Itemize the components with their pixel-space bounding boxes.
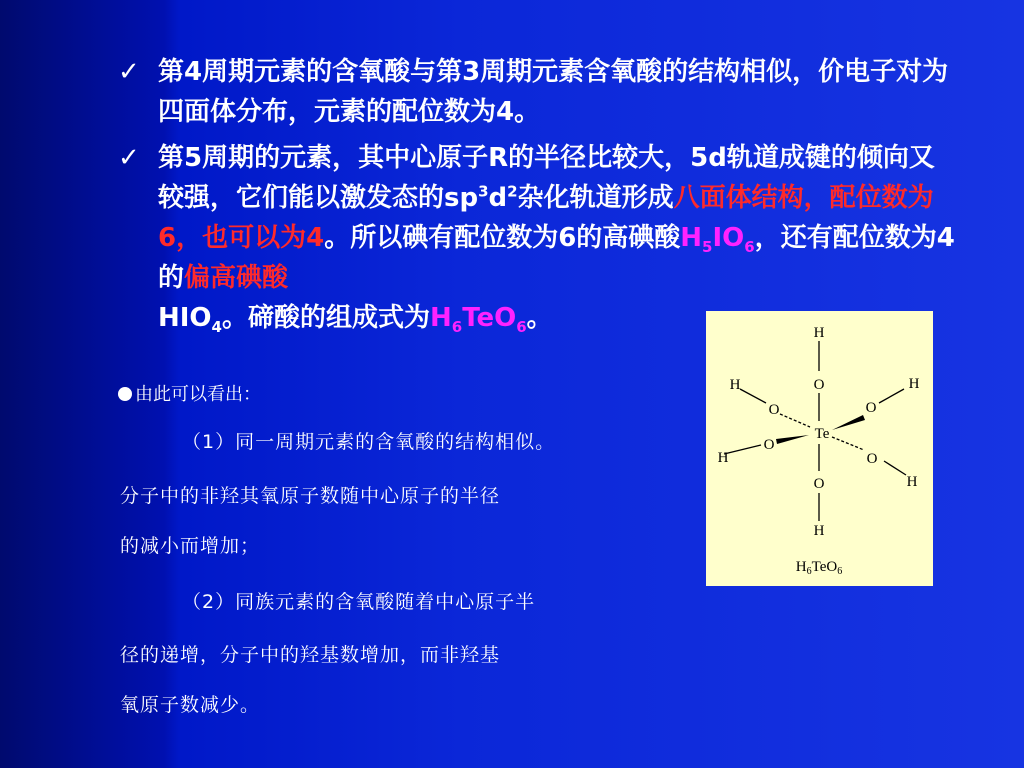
conclusion-line: （1）同一周期元素的含氧酸的结构相似。 xyxy=(182,431,556,453)
atom-h: H xyxy=(908,376,920,392)
structure-diagram xyxy=(706,311,933,586)
bond-te-o-lr xyxy=(832,437,864,450)
text-run: ，还有配位数为4的 xyxy=(158,223,955,293)
bond-h-o-ur xyxy=(879,389,904,403)
conclusion-heading xyxy=(118,380,261,410)
superscript: 3 xyxy=(478,182,489,201)
bullet-dot-icon xyxy=(118,387,132,401)
atom-o: O xyxy=(813,476,825,492)
caption-part: H xyxy=(795,559,807,575)
text-run: 。所以碘有配位数为6的高碘酸 xyxy=(324,223,681,253)
subscript: 6 xyxy=(516,318,527,337)
wedge-bond-ll xyxy=(776,435,809,444)
atom-h: H xyxy=(717,450,729,466)
telluric-acid-structure-figure xyxy=(706,311,933,586)
bullet-2 xyxy=(118,138,958,338)
caption-subscript: 6 xyxy=(806,566,812,577)
conclusion-line: 的减小而增加； xyxy=(120,535,261,557)
figure-caption xyxy=(796,559,842,577)
highlight-octahedral: 八面体结构，配位数为6，也可以为4 xyxy=(158,183,934,253)
subscript: 6 xyxy=(744,238,755,257)
check-icon: ✓ xyxy=(118,143,140,173)
subscript: 6 xyxy=(451,318,463,337)
atom-te: Te xyxy=(814,426,830,442)
atom-o: O xyxy=(763,437,775,453)
conclusion-line: 径的递增，分子中的羟基数增加，而非羟基 xyxy=(120,644,501,666)
formula-periodic-acid xyxy=(680,223,755,257)
conclusion-line: 氧原子数减少。 xyxy=(120,694,261,716)
superscript: 2 xyxy=(507,182,518,201)
bond-o-h-lr xyxy=(884,461,906,475)
atom-h: H xyxy=(906,474,918,490)
atom-o: O xyxy=(865,400,877,416)
formula-part: H xyxy=(430,303,452,333)
bond-o-te-ul xyxy=(780,414,810,427)
formula-part: IO xyxy=(712,223,745,253)
atom-o: O xyxy=(813,377,825,393)
caption-subscript: 6 xyxy=(837,566,843,577)
caption-part: TeO xyxy=(811,559,838,575)
conclusion-heading-text: 由此可以看出： xyxy=(135,384,261,405)
check-icon: ✓ xyxy=(118,57,140,87)
bullet-1 xyxy=(118,52,958,132)
atom-h: H xyxy=(813,325,825,341)
bond-h-o-ul xyxy=(740,389,766,403)
atom-o: O xyxy=(768,402,780,418)
bond-h-o-ll xyxy=(724,445,761,454)
text-run: 。碲酸的组成式为 xyxy=(221,303,430,333)
wedge-bond-ur xyxy=(832,415,865,430)
atom-o: O xyxy=(866,451,878,467)
text-run: d xyxy=(488,183,508,213)
text-run: 。 xyxy=(526,303,553,333)
formula-part: TeO xyxy=(462,303,517,333)
text-run: 第5周期的元素，其中心原子R的半径比较大，5d轨道成键的倾向又较强，它们能以激发态的sp xyxy=(158,143,935,213)
text-run: HIO xyxy=(158,303,212,333)
subscript: 4 xyxy=(211,318,222,337)
bullet-1-text: 第4周期元素的含氧酸与第3周期元素含氧酸的结构相似，价电子对为四面体分布，元素的配位数为4。 xyxy=(158,57,949,127)
subscript: 5 xyxy=(702,238,713,257)
highlight-metaperiodic: 偏高碘酸 xyxy=(184,263,289,293)
conclusion-line: 分子中的非羟其氧原子数随中心原子的半径 xyxy=(120,485,501,507)
formula-telluric-acid xyxy=(430,303,527,337)
atom-h: H xyxy=(729,377,741,393)
text-run: 杂化轨道形成 xyxy=(517,183,674,213)
atom-h: H xyxy=(813,523,825,539)
bullet-2-text xyxy=(158,138,958,338)
formula-part: H xyxy=(680,223,703,253)
conclusion-line: （2）同族元素的含氧酸随着中心原子半 xyxy=(182,591,536,613)
